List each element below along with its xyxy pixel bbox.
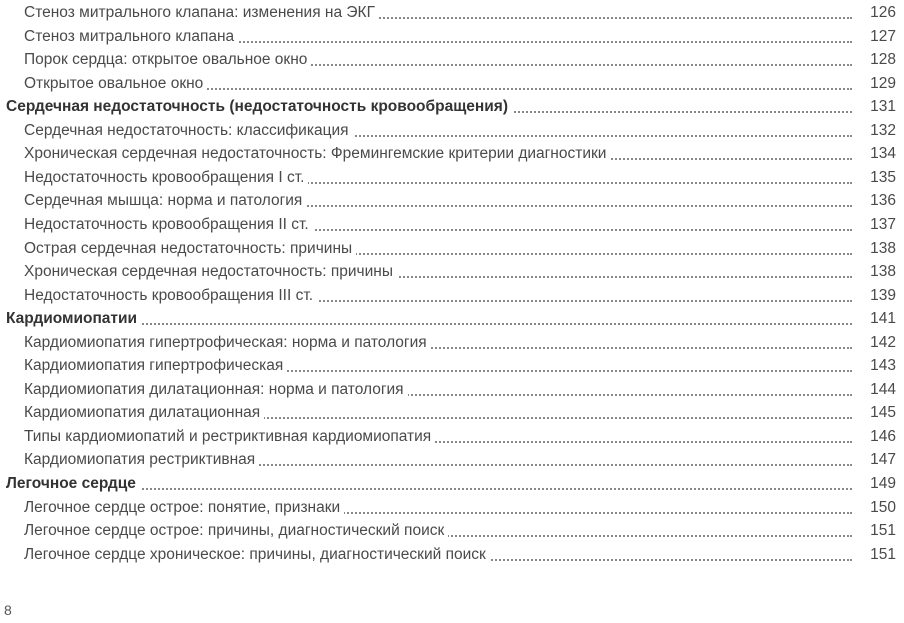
page-number: 8 — [4, 602, 12, 618]
toc-entry-page: 144 — [852, 379, 896, 401]
toc-entry — [0, 520, 904, 542]
toc-section-heading — [0, 308, 904, 330]
toc-entry-page: 141 — [852, 308, 896, 330]
toc-entry-title: Легочное сердце хроническое: причины, диагностический поиск — [24, 544, 490, 566]
toc-entry-page: 129 — [852, 73, 896, 95]
toc-entry-page: 151 — [852, 520, 896, 542]
toc-entry-title: Недостаточность кровообращения III ст. — [24, 285, 317, 307]
toc-entry — [0, 120, 904, 142]
toc-entry-page: 145 — [852, 402, 896, 424]
toc-entry-title: Легочное сердце острое: причины, диагностический поиск — [24, 520, 448, 542]
toc-entry — [0, 214, 904, 236]
toc-entry-title: Кардиомиопатия гипертрофическая — [24, 355, 287, 377]
toc-entry-title: Сердечная недостаточность (недостаточность кровообращения) — [6, 96, 512, 118]
toc-entry-page: 147 — [852, 449, 896, 471]
toc-entry-page: 146 — [852, 426, 896, 448]
toc-entry-page: 137 — [852, 214, 896, 236]
toc-entry — [0, 402, 904, 424]
toc-entry — [0, 26, 904, 48]
toc-entry-title: Стеноз митрального клапана: изменения на ЭКГ — [24, 2, 379, 24]
toc-entry-page: 136 — [852, 190, 896, 212]
toc-entry — [0, 167, 904, 189]
toc-entry — [0, 449, 904, 471]
toc-entry-page: 151 — [852, 544, 896, 566]
toc-entry — [0, 261, 904, 283]
toc-entry-title: Кардиомиопатия дилатационная — [24, 402, 264, 424]
toc-entry-title: Кардиомиопатия гипертрофическая: норма и патология — [24, 332, 431, 354]
toc-entry-title: Сердечная недостаточность: классификация — [24, 120, 353, 142]
toc-entry-page: 143 — [852, 355, 896, 377]
toc-entry-title: Острая сердечная недостаточность: причины — [24, 238, 356, 260]
toc-entry — [0, 544, 904, 566]
toc-entry — [0, 143, 904, 165]
toc-entry-title: Недостаточность кровообращения I ст. — [24, 167, 308, 189]
toc-entry-page: 138 — [852, 261, 896, 283]
toc-entry-page: 135 — [852, 167, 896, 189]
toc-entry — [0, 190, 904, 212]
toc-entry — [0, 497, 904, 519]
toc-entry-title: Хроническая сердечная недостаточность: причины — [24, 261, 397, 283]
toc-entry — [0, 238, 904, 260]
toc-entry-title: Легочное сердце — [6, 473, 140, 495]
toc-entry-page: 127 — [852, 26, 896, 48]
toc-entry-page: 131 — [852, 96, 896, 118]
toc-section-heading — [0, 96, 904, 118]
toc-entry-title: Кардиомиопатия дилатационная: норма и патология — [24, 379, 408, 401]
toc-entry-title: Легочное сердце острое: понятие, признаки — [24, 497, 344, 519]
toc-entry-title: Порок сердца: открытое овальное окно — [24, 49, 311, 71]
toc-entry — [0, 285, 904, 307]
toc-entry-page: 138 — [852, 238, 896, 260]
toc-entry-page: 142 — [852, 332, 896, 354]
toc-entry — [0, 2, 904, 24]
toc-entry-page: 150 — [852, 497, 896, 519]
toc-entry-title: Типы кардиомиопатий и рестриктивная кардиомиопатия — [24, 426, 435, 448]
toc-entry — [0, 426, 904, 448]
toc-entry-page: 139 — [852, 285, 896, 307]
toc-entry-page: 149 — [852, 473, 896, 495]
toc-entry-page: 126 — [852, 2, 896, 24]
toc-entry-title: Кардиомиопатия рестриктивная — [24, 449, 259, 471]
toc-entry — [0, 73, 904, 95]
toc-entry-title: Стеноз митрального клапана — [24, 26, 238, 48]
toc-entry-page: 132 — [852, 120, 896, 142]
toc-entry — [0, 379, 904, 401]
toc-entry-page: 128 — [852, 49, 896, 71]
toc-entry — [0, 332, 904, 354]
toc-entry-title: Хроническая сердечная недостаточность: Фремингемские критерии диагностики — [24, 143, 610, 165]
toc-entry-title: Недостаточность кровообращения II ст. — [24, 214, 313, 236]
toc-entry-page: 134 — [852, 143, 896, 165]
toc-section-heading — [0, 473, 904, 495]
toc-entry-title: Открытое овальное окно — [24, 73, 207, 95]
toc-entry — [0, 49, 904, 71]
toc-entry-title: Кардиомиопатии — [6, 308, 141, 330]
toc-entry — [0, 355, 904, 377]
toc-entry-title: Сердечная мышца: норма и патология — [24, 190, 306, 212]
